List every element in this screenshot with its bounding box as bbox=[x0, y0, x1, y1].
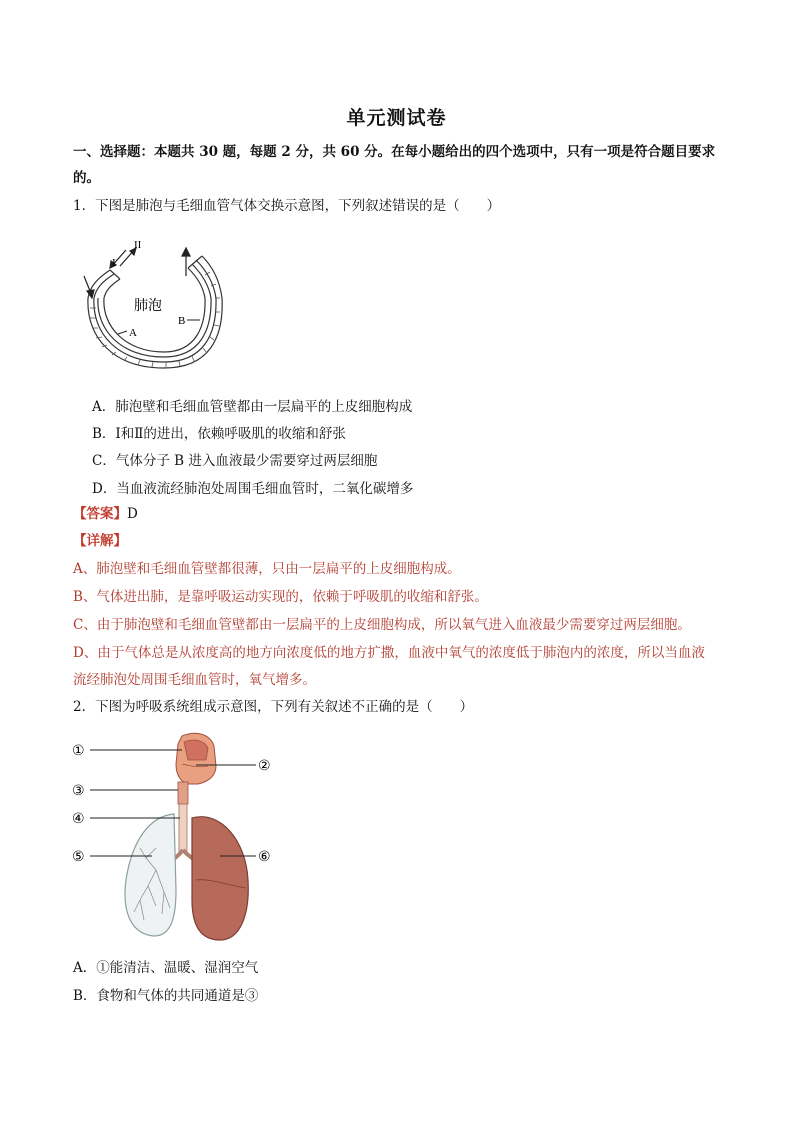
detail-label: 【详解】 bbox=[73, 533, 127, 549]
q1-option-d: D．当血液流经肺泡处周围毛细血管时，二氧化碳增多 bbox=[92, 481, 414, 497]
question-1-stem: 1．下图是肺泡与毛细血管气体交换示意图，下列叙述错误的是（ ） bbox=[73, 198, 501, 214]
figure-label-alveolus: 肺泡 bbox=[134, 298, 162, 314]
q1-option-a: A．肺泡壁和毛细血管壁都由一层扁平的上皮细胞构成 bbox=[92, 399, 413, 415]
q1-explanation-c: C、由于肺泡壁和毛细血管壁都由一层扁平的上皮细胞构成，所以氧气进入血液最少需要穿过两层细胞。 bbox=[73, 617, 691, 633]
figure-label-6: ⑥ bbox=[258, 849, 271, 865]
figure-label-1: ① bbox=[72, 743, 85, 759]
answer-label: 【答案】 bbox=[73, 506, 127, 522]
figure-label-2: ② bbox=[258, 758, 271, 774]
page-title: 单元测试卷 bbox=[346, 107, 447, 129]
q1-option-b: B．Ⅰ和Ⅱ的进出，依赖呼吸肌的收缩和舒张 bbox=[92, 426, 346, 442]
q2-option-a: A．①能清洁、温暖、湿润空气 bbox=[73, 960, 259, 976]
figure-label-ii: II bbox=[134, 239, 142, 251]
figure-label-i: I bbox=[112, 257, 116, 269]
question-2-stem: 2．下图为呼吸系统组成示意图，下列有关叙述不正确的是（ ） bbox=[73, 699, 474, 715]
answer-value: D bbox=[127, 506, 138, 522]
figure-label-4: ④ bbox=[72, 811, 85, 827]
figure-label-3: ③ bbox=[72, 783, 85, 799]
figure-label-b: B bbox=[178, 315, 186, 327]
q1-explanation-d2: 流经肺泡处周围毛细血管时，氧气增多。 bbox=[73, 672, 316, 688]
section-instruction-line1: 一、选择题：本题共 30 题，每题 2 分，共 60 分。在每小题给出的四个选项中，只有一项是符合题目要求 bbox=[73, 144, 716, 160]
q2-option-b: B．食物和气体的共同通道是③ bbox=[73, 988, 259, 1004]
figure-label-a: A bbox=[129, 327, 137, 339]
q1-explanation-a: A、肺泡壁和毛细血管壁都很薄，只由一层扁平的上皮细胞构成。 bbox=[73, 561, 461, 577]
q1-explanation-d1: D、由于气体总是从浓度高的地方向浓度低的地方扩撒，血液中氧气的浓度低于肺泡内的浓度，所以当血液 bbox=[73, 645, 705, 661]
q1-answer bbox=[73, 504, 138, 524]
q1-option-c: C．气体分子 B 进入血液最少需要穿过两层细胞 bbox=[92, 453, 378, 469]
respiratory-system-figure bbox=[70, 730, 280, 945]
section-instruction-line2: 的。 bbox=[73, 170, 100, 186]
q1-explanation-b: B、气体进出肺，是靠呼吸运动实现的，依赖于呼吸肌的收缩和舒张。 bbox=[73, 589, 488, 605]
q1-detail-heading bbox=[73, 531, 127, 551]
figure-label-5: ⑤ bbox=[72, 849, 85, 865]
alveolus-capillary-figure bbox=[74, 228, 244, 378]
